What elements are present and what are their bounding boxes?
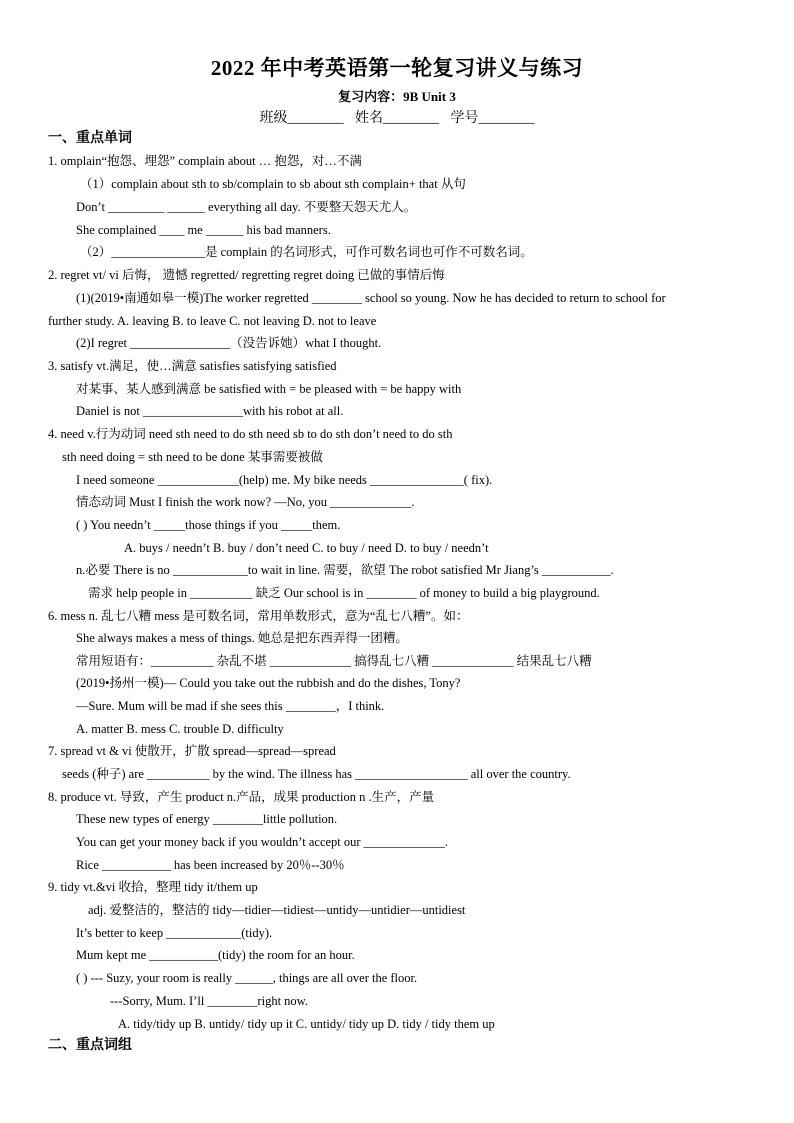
text-line: ( ) You needn’t _____those things if you _____them.	[76, 518, 341, 532]
text-line: further study. A. leaving B. to leave C. not leaving D. not to leave	[48, 314, 377, 328]
text-line: 对某事、某人感到满意 be satisfied with = be pleased with = be happy with	[76, 382, 462, 396]
text-line: 1. omplain“抱怨、埋怨” complain about … 抱怨，对…不满	[48, 154, 362, 168]
text-line: A. matter B. mess C. trouble D. difficulty	[76, 722, 284, 736]
text-line: sth need doing = sth need to be done 某事需要被做	[62, 450, 323, 464]
text-line: 7. spread vt & vi 使散开，扩散 spread—spread—spread	[48, 744, 336, 758]
text-line: 9. tidy vt.&vi 收拾，整理 tidy it/them up	[48, 880, 258, 894]
text-line: A. buys / needn’t B. buy / don’t need C. to buy / need D. to buy / needn’t	[124, 541, 489, 555]
text-line: ( ) --- Suzy, your room is really ______, things are all over the floor.	[76, 971, 418, 985]
section-heading: 二、重点词组	[48, 1038, 132, 1053]
text-line: 常用短语有：__________ 杂乱不堪 _____________ 搞得乱七八糟 _____________ 结果乱七八糟	[76, 654, 592, 668]
text-line: (2019•扬州一模)— Could you take out the rubbish and do the dishes, Tony?	[76, 676, 461, 690]
text-line: 需求 help people in __________ 缺乏 Our school is in ________ of money to build a big playground.	[88, 586, 600, 600]
name-field: 姓名________	[355, 111, 439, 126]
text-line: Don’t _________ ______ everything all day. 不要整天怨天尤人。	[76, 200, 417, 214]
student-id-field: 学号________	[450, 111, 535, 126]
student-info-line	[0, 107, 794, 127]
text-line: Rice ___________ has been increased by 20％--30％	[76, 858, 345, 872]
page-title: 2022 年中考英语第一轮复习讲义与练习	[210, 56, 584, 80]
text-line: I need someone _____________(help) me. My bike needs _______________( fix).	[76, 473, 493, 487]
text-line: Daniel is not ________________with his robot at all.	[76, 404, 344, 418]
text-line: Mum kept me ___________(tidy) the room for an hour.	[76, 948, 355, 962]
text-line: 3. satisfy vt.满足，使…满意 satisfies satisfying satisfied	[48, 359, 337, 373]
text-line: （1）complain about sth to sb/complain to sb about sth complain+ that 从句	[80, 177, 466, 191]
section-heading: 一、重点单词	[48, 131, 132, 146]
class-field: 班级________	[259, 111, 344, 126]
text-line: n.必要 There is no ____________to wait in line. 需要，欲望 The robot satisfied Mr Jiang’s ___________.	[76, 563, 614, 577]
text-line: 6. mess n. 乱七八糟 mess 是可数名词，常用单数形式，意为“乱七八糟”。如：	[48, 609, 469, 623]
text-line: You can get your money back if you wouldn’t accept our _____________.	[76, 835, 449, 849]
text-line: seeds (种子) are __________ by the wind. The illness has __________________ all over the country.	[62, 767, 571, 781]
text-line: She always makes a mess of things. 她总是把东西弄得一团糟。	[76, 631, 408, 645]
text-line: —Sure. Mum will be mad if she sees this ________，I think.	[76, 699, 385, 713]
text-line: 4. need v.行为动词 need sth need to do sth need sb to do sth don’t need to do sth	[48, 427, 453, 441]
text-line: 8. produce vt. 导致，产生 product n.产品，成果 production n .生产，产量	[48, 790, 435, 804]
text-line: These new types of energy ________little pollution.	[76, 812, 338, 826]
page-subtitle: 复习内容：9B Unit 3	[338, 89, 456, 104]
text-line: 情态动词 Must I finish the work now? —No, you _____________.	[76, 495, 415, 509]
text-line: （2）_______________是 complain 的名词形式，可作可数名词也可作不可数名词。	[80, 245, 533, 259]
text-line: ---Sorry, Mum. I’ll ________right now.	[110, 994, 309, 1008]
text-line: She complained ____ me ______ his bad manners.	[76, 223, 331, 237]
text-line: A. tidy/tidy up B. untidy/ tidy up it C. untidy/ tidy up D. tidy / tidy them up	[118, 1017, 495, 1031]
text-line: (1)(2019•南通如皋一模)The worker regretted ________ school so young. Now he has decided to return to school for	[76, 291, 666, 305]
text-line: adj. 爱整洁的，整洁的 tidy—tidier—tidiest—untidy—untidier—untidiest	[88, 903, 466, 917]
text-line: (2)I regret ________________（没告诉她）what I thought.	[76, 336, 382, 350]
text-line: It’s better to keep ____________(tidy).	[76, 926, 273, 940]
text-line: 2. regret vt/ vi 后悔， 遗憾 regretted/ regretting regret doing 已做的事情后悔	[48, 268, 445, 282]
